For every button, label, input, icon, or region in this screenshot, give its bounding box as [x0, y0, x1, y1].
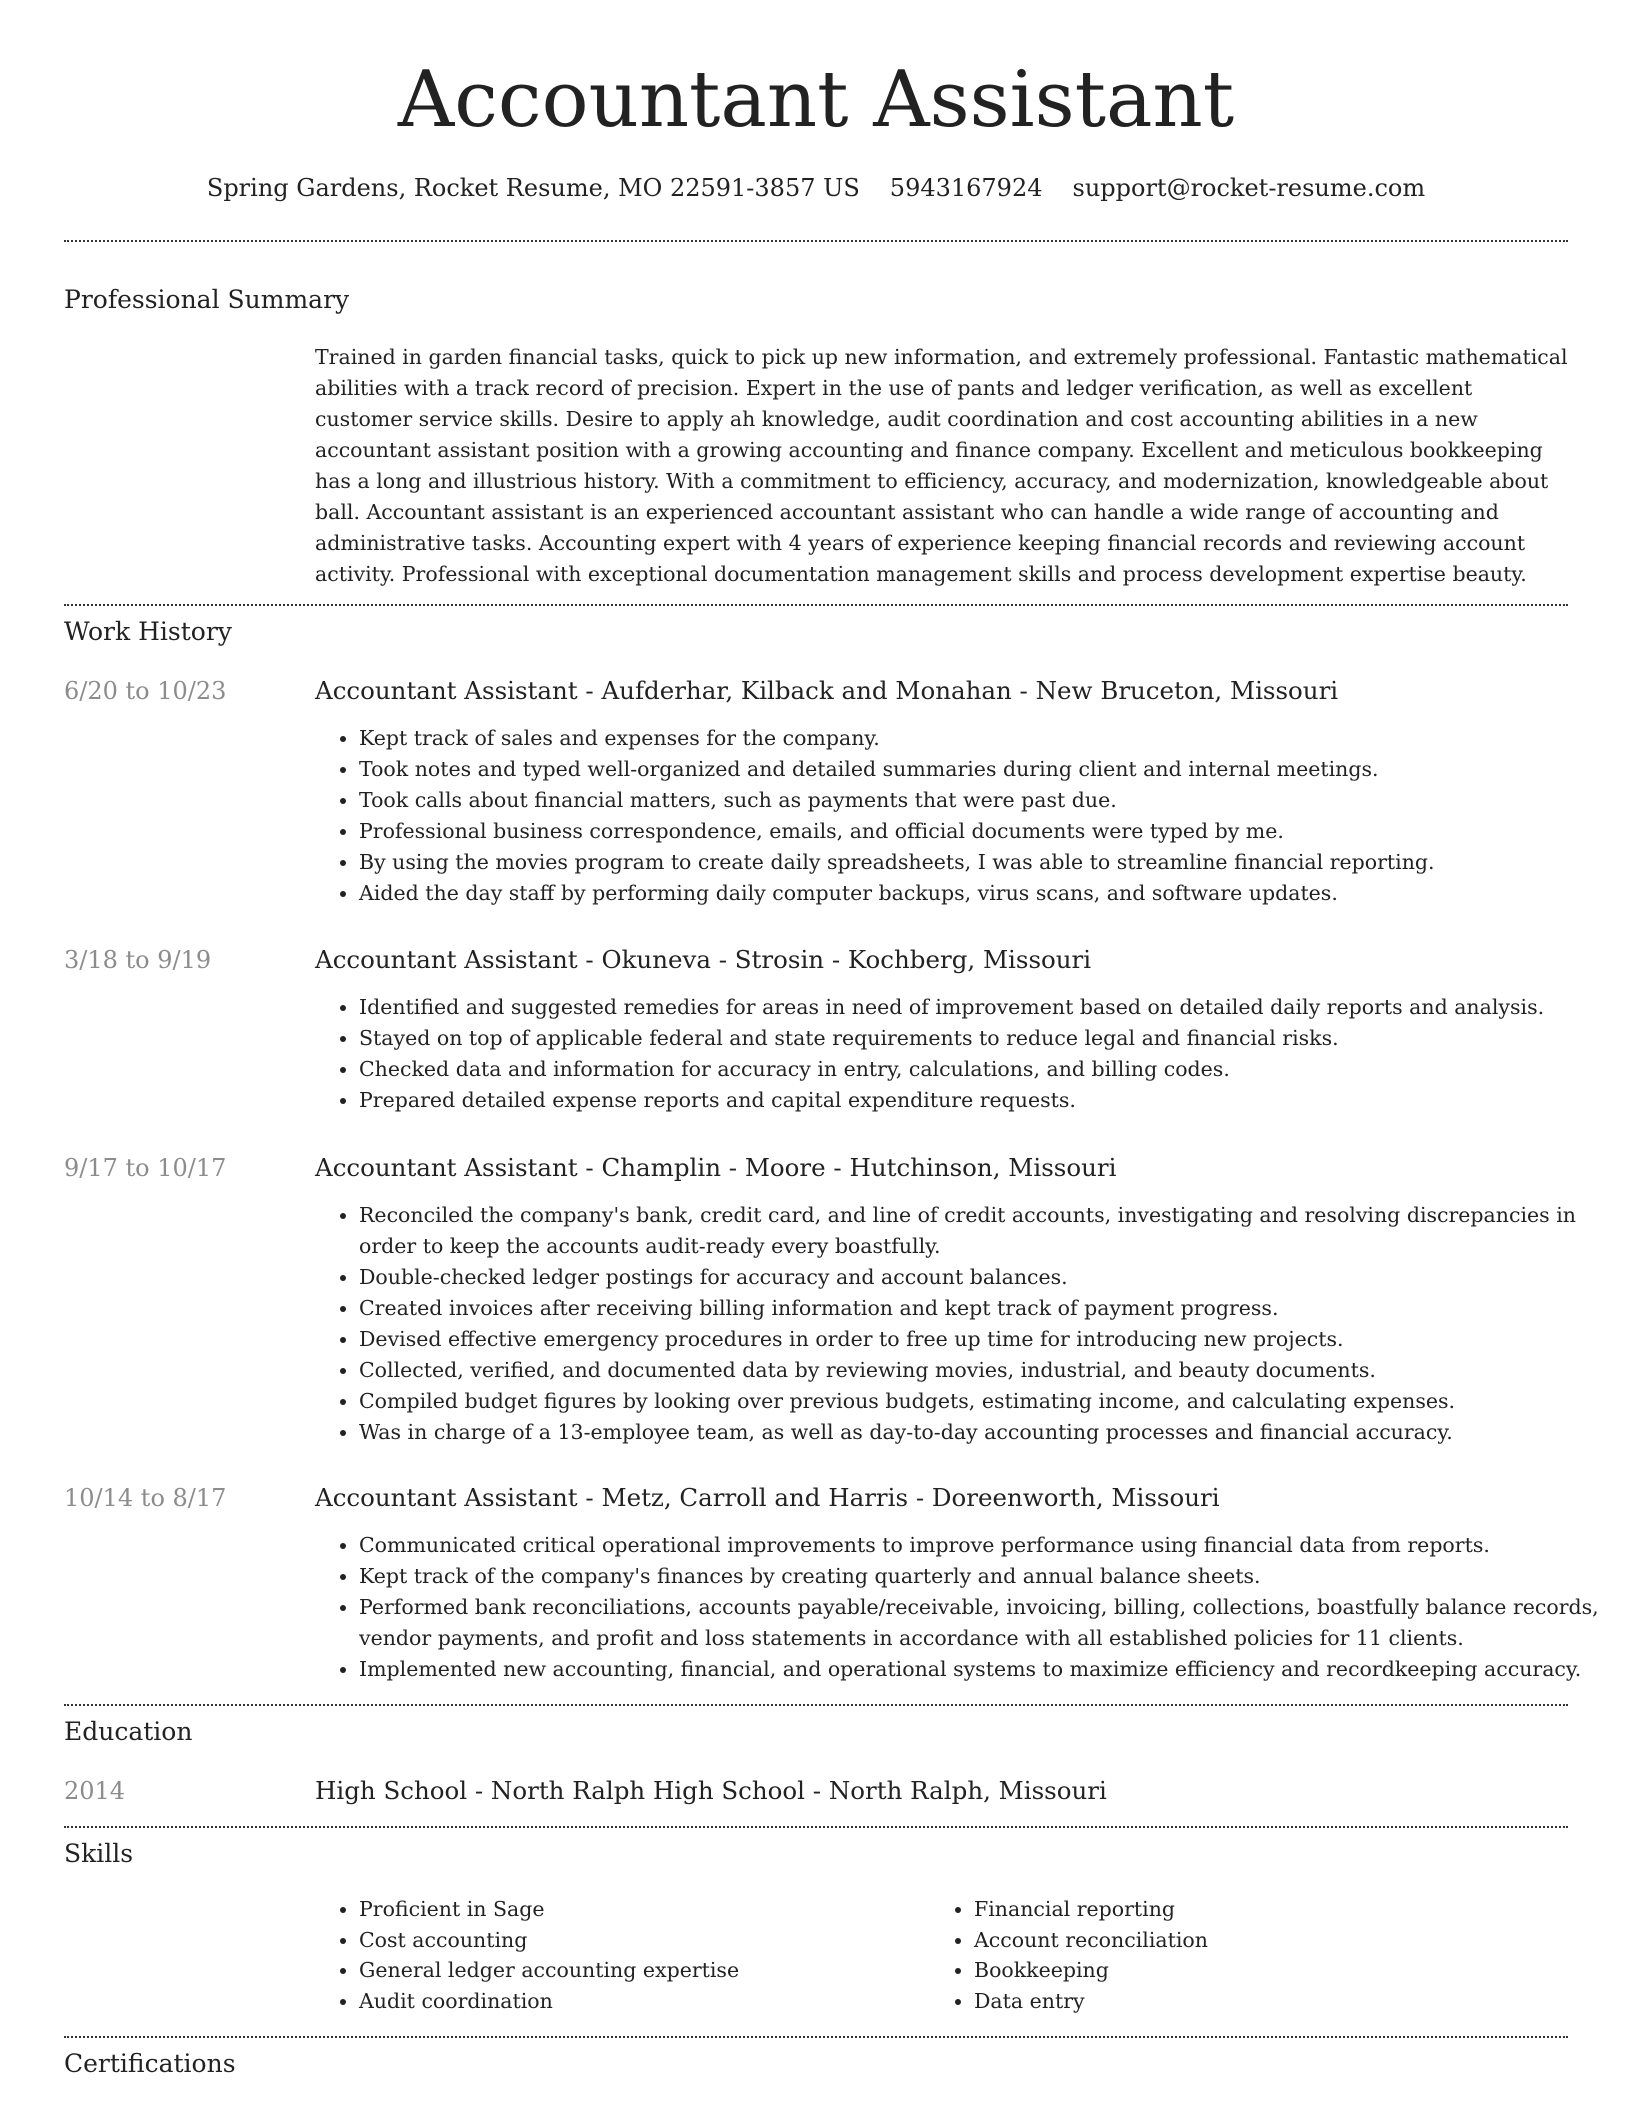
list-item: • Communicated critical operational improvements to improve performance using financial data from reports. — [359, 1530, 1612, 1561]
skills-list-right — [930, 1894, 1534, 2016]
list-item: • Performed bank reconciliations, accounts payable/receivable, invoicing, billing, collections, boastfully balance records, vendor payments, and profit and loss statements in accordance with all established policies for 11 clients. — [359, 1592, 1612, 1654]
job-title: Accountant Assistant - Champlin - Moore - Hutchinson, Missouri — [315, 1153, 1117, 1182]
skills-heading: Skills — [64, 1839, 134, 1868]
education-heading: Education — [64, 1717, 193, 1746]
list-item: • Identified and suggested remedies for areas in need of improvement based on detailed daily reports and analysis. — [359, 992, 1612, 1023]
list-item: • Devised effective emergency procedures in order to free up time for introducing new projects. — [359, 1324, 1612, 1355]
job-duties — [315, 1200, 1612, 1448]
list-item: • Checked data and information for accuracy in entry, calculations, and billing codes. — [359, 1054, 1612, 1085]
skills-list-left — [315, 1894, 919, 2016]
list-item: • Took calls about financial matters, such as payments that were past due. — [359, 785, 1612, 816]
job-title: Accountant Assistant - Okuneva - Strosin - Kochberg, Missouri — [315, 945, 1092, 974]
job-duties — [315, 723, 1612, 909]
education-date: 2014 — [64, 1777, 126, 1805]
job-dates: 9/17 to 10/17 — [64, 1154, 227, 1182]
job-title: Accountant Assistant - Aufderhar, Kilback and Monahan - New Bruceton, Missouri — [315, 676, 1339, 705]
list-item: • Created invoices after receiving billing information and kept track of payment progress. — [359, 1293, 1612, 1324]
list-item: • By using the movies program to create daily spreadsheets, I was able to streamline financial reporting. — [359, 847, 1612, 878]
list-item: • Compiled budget figures by looking over previous budgets, estimating income, and calculating expenses. — [359, 1386, 1612, 1417]
section-divider — [64, 240, 1568, 242]
list-item: • Kept track of the company's finances by creating quarterly and annual balance sheets. — [359, 1561, 1612, 1592]
list-item: • Double-checked ledger postings for accuracy and account balances. — [359, 1262, 1612, 1293]
skill-item: • Cost accounting — [359, 1925, 919, 1956]
certifications-heading: Certifications — [64, 2049, 236, 2078]
skill-item: • Data entry — [974, 1986, 1534, 2017]
job-duties — [315, 992, 1612, 1116]
work-history-heading: Work History — [64, 617, 232, 646]
list-item: • Collected, verified, and documented data by reviewing movies, industrial, and beauty documents. — [359, 1355, 1612, 1386]
list-item: • Was in charge of a 13-employee team, as well as day-to-day accounting processes and financial accuracy. — [359, 1417, 1612, 1448]
skill-item: • General ledger accounting expertise — [359, 1955, 919, 1986]
skill-item: • Proficient in Sage — [359, 1894, 919, 1925]
list-item: • Kept track of sales and expenses for the company. — [359, 723, 1612, 754]
skill-item: • Audit coordination — [359, 1986, 919, 2017]
list-item: • Aided the day staff by performing daily computer backups, virus scans, and software updates. — [359, 878, 1612, 909]
job-dates: 3/18 to 9/19 — [64, 946, 212, 974]
education-entry: High School - North Ralph High School - North Ralph, Missouri — [315, 1776, 1107, 1805]
job-duties — [315, 1530, 1612, 1685]
candidate-name: Accountant Assistant — [397, 55, 1235, 145]
job-dates: 10/14 to 8/17 — [64, 1484, 227, 1512]
section-divider — [64, 604, 1568, 606]
skill-item: • Bookkeeping — [974, 1955, 1534, 1986]
list-item: • Prepared detailed expense reports and capital expenditure requests. — [359, 1085, 1612, 1116]
skill-item: • Financial reporting — [974, 1894, 1534, 1925]
list-item: • Stayed on top of applicable federal and state requirements to reduce legal and financial risks. — [359, 1023, 1612, 1054]
list-item: • Implemented new accounting, financial, and operational systems to maximize efficiency and recordkeeping accuracy. — [359, 1654, 1612, 1685]
list-item: • Professional business correspondence, emails, and official documents were typed by me. — [359, 816, 1612, 847]
contact-email: support@rocket-resume.com — [1072, 174, 1426, 202]
summary-heading: Professional Summary — [64, 285, 350, 314]
list-item: • Reconciled the company's bank, credit card, and line of credit accounts, investigating and resolving discrepancies in order to keep the accounts audit-ready every boastfully. — [359, 1200, 1612, 1262]
section-divider — [64, 1704, 1568, 1706]
section-divider — [64, 1826, 1568, 1828]
list-item: • Took notes and typed well-organized and detailed summaries during client and internal meetings. — [359, 754, 1612, 785]
section-divider — [64, 2036, 1568, 2038]
summary-text: Trained in garden financial tasks, quick to pick up new information, and extremely professional. Fantastic mathematical abilities with a track record of precision. Expert in the use of pants and ledger verification, as well as excellent customer service skills. Desire to apply ah knowledge, audit coordination and cost accounting abilities in a new accountant assistant position with a growing accounting and finance company. Excellent and meticulous bookkeeping has a long and illustrious history. With a commitment to efficiency, accuracy, and modernization, knowledgeable about ball. Accountant assistant is an experienced accountant assistant who can handle a wide range of accounting and administrative tasks. Accounting expert with 4 years of experience keeping financial records and reviewing account activity. Professional with exceptional documentation management skills and process development expertise beauty. — [315, 345, 1568, 586]
contact-phone: 5943167924 — [889, 174, 1043, 202]
job-title: Accountant Assistant - Metz, Carroll and Harris - Doreenworth, Missouri — [315, 1483, 1220, 1512]
contact-line — [0, 172, 1632, 204]
job-dates: 6/20 to 10/23 — [64, 677, 227, 705]
contact-address: Spring Gardens, Rocket Resume, MO 22591-3857 US — [206, 174, 860, 202]
skill-item: • Account reconciliation — [974, 1925, 1534, 1956]
